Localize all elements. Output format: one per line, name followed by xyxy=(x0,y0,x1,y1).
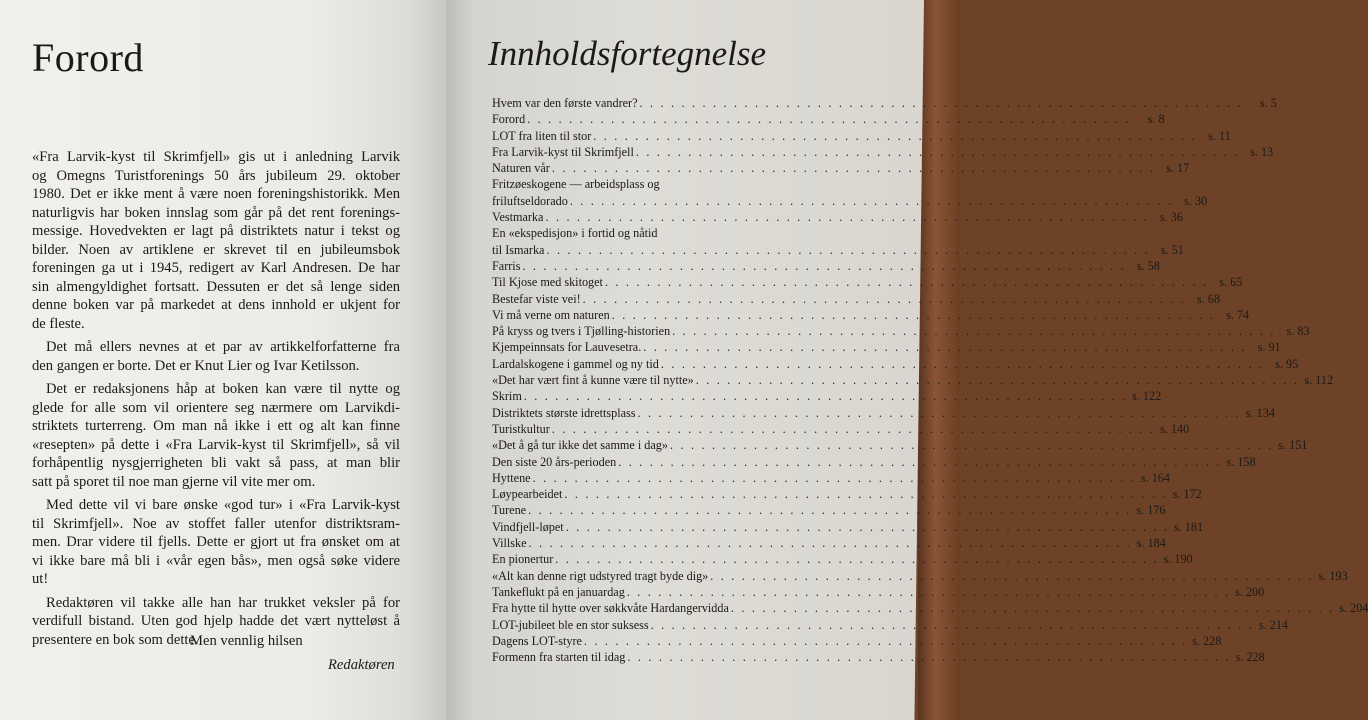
text-line: presentere en bok som dette. xyxy=(32,631,199,648)
toc-entry[interactable] xyxy=(492,160,1190,176)
toc-entry-page: s. 30 xyxy=(1184,193,1208,208)
dot-leader: . . . . . . . . . . . . . . . . . . . . . . . . . . . . . . . . . . . . . . . . . . . . . . . . . . . . . . . . . . xyxy=(564,487,1168,502)
paragraph xyxy=(32,338,400,375)
toc-entry-title: LOT-jubileet ble en stor suksess xyxy=(492,617,649,632)
toc-entry-page: s. 58 xyxy=(1136,258,1160,273)
dot-leader: . . . . . . . . . . . . . . . . . . . . . . . . . . . . . . . . . . . . . . . . . . . . . . . . . . . . . . . . . . xyxy=(730,601,1335,616)
dot-leader: . . . . . . . . . . . . . . . . . . . . . . . . . . . . . . . . . . . . . . . . . . . . . . . . . . . . . . . . . . xyxy=(672,324,1276,339)
toc-entry-page: s. 65 xyxy=(1219,275,1243,290)
toc-entry-page: s. 17 xyxy=(1166,161,1190,176)
toc-entry[interactable] xyxy=(492,584,1265,600)
toc-entry[interactable] xyxy=(492,323,1310,339)
toc-entry-title-first-line: En «ekspedisjon» i fortid og nåtid xyxy=(492,226,658,241)
toc-entry[interactable] xyxy=(492,470,1170,486)
toc-entry-title: En pionertur xyxy=(492,552,554,567)
text-line: foreningen ga ut i 1945, redigert av Karl Andresen. De har xyxy=(32,260,400,276)
toc-entry[interactable] xyxy=(492,519,1204,535)
dot-leader: . . . . . . . . . . . . . . . . . . . . . . . . . . . . . . . . . . . . . . . . . . . . . . . . . . . . . . . . . . xyxy=(555,552,1159,567)
dot-leader: . . . . . . . . . . . . . . . . . . . . . . . . . . . . . . . . . . . . . . . . . . . . . . . . . . . . . . . . . . xyxy=(528,536,1132,551)
toc-entry[interactable] xyxy=(492,307,1250,323)
text-line: de fleste. xyxy=(32,315,85,332)
text-line: Det må ellers nevnes at et par av artikkelforfatterne fra xyxy=(46,339,400,355)
toc-entry-title: Kjempeinnsats for Lauvesetra. xyxy=(492,340,642,355)
toc-entry-title: Vindfjell-løpet xyxy=(492,519,564,534)
toc-entry-title-first-line: Fritzøeskogene — arbeidsplass og xyxy=(492,177,660,192)
paragraph xyxy=(32,148,400,333)
toc-entry[interactable] xyxy=(492,437,1308,453)
text-line: verdifull bistand. Uten god hjelp hadde det vært nytteløst å xyxy=(32,613,400,629)
toc-entry[interactable] xyxy=(492,225,1184,258)
toc-entry-page: s. 68 xyxy=(1197,291,1221,306)
toc-entry-page: s. 91 xyxy=(1257,340,1281,355)
text-line: den gangen er borte. Det er Knut Lier og Ivar Ketilsson. xyxy=(32,357,360,374)
text-line: «resepten» på dette i «Fra Larvik-kyst til Skrimfjell», så vil xyxy=(32,436,400,453)
toc-entry[interactable] xyxy=(492,291,1221,307)
toc-entry-title: Turistkultur xyxy=(492,421,550,436)
toc-entry[interactable] xyxy=(492,421,1190,437)
toc-entry-title: Vestmarka xyxy=(492,210,544,225)
toc-entry[interactable] xyxy=(492,339,1281,355)
toc-entry-page: s. 190 xyxy=(1163,552,1193,567)
dot-leader: . . . . . . . . . . . . . . . . . . . . . . . . . . . . . . . . . . . . . . . . . . . . . . . . . . . . . . . . . . xyxy=(523,389,1128,404)
toc-entry[interactable] xyxy=(492,144,1274,160)
text-line: 1980. Det er ikke ment å være noen foreningshistorikk. Men xyxy=(32,186,400,202)
toc-entry-title: Dagens LOT-styre xyxy=(492,633,582,648)
dot-leader: . . . . . . . . . . . . . . . . . . . . . . . . . . . . . . . . . . . . . . . . . . . . . . . . . . . . . . . . . . xyxy=(551,161,1156,176)
toc-entry-title: Villske xyxy=(492,536,527,551)
toc-entry[interactable] xyxy=(492,502,1166,518)
text-line: messige. Hovedvekten er lagt på distriktets natur i tekst og xyxy=(32,223,400,239)
toc-entry-page: s. 112 xyxy=(1304,373,1334,388)
closing-greeting: Men vennlig hilsen xyxy=(190,633,303,649)
toc-entry-page: s. 204 xyxy=(1339,601,1368,616)
toc-entry-title: «Det har vært fint å kunne være til nytte» xyxy=(492,373,694,388)
dot-leader: . . . . . . . . . . . . . . . . . . . . . . . . . . . . . . . . . . . . . . . . . . . . . . . . . . . . . . . . . . xyxy=(626,584,1231,599)
page-title-contents: Innholdsfortegnelse xyxy=(488,34,767,73)
text-line: naturligvis har boken innslag som går på det rent forenings- xyxy=(32,204,400,221)
toc-entry[interactable] xyxy=(492,486,1202,502)
toc-entry-title: friluftseldorado xyxy=(492,193,568,208)
toc-entry[interactable] xyxy=(492,649,1265,665)
foreword-body xyxy=(32,148,400,654)
toc-entry[interactable] xyxy=(492,388,1162,404)
toc-entry[interactable] xyxy=(492,633,1222,649)
toc-entry[interactable] xyxy=(492,274,1243,290)
toc-entry-title: Den siste 20 års-perioden xyxy=(492,454,617,469)
toc-entry-page: s. 134 xyxy=(1245,405,1275,420)
toc-entry[interactable] xyxy=(492,209,1183,225)
toc-entry-title: Forord xyxy=(492,112,526,127)
toc-entry-page: s. 228 xyxy=(1192,633,1222,648)
dot-leader: . . . . . . . . . . . . . . . . . . . . . . . . . . . . . . . . . . . . . . . . . . . . . . . . . . . . . . . . . . xyxy=(639,96,1243,110)
toc-entry-page: s. 158 xyxy=(1226,454,1256,469)
dot-leader: . . . . . . . . . . . . . . . . . . . . . . . . . . . . . . . . . . . . . . . . . . . . . . . . . . . . . . . . . . xyxy=(565,519,1170,534)
toc-entry-page: s. 151 xyxy=(1278,438,1308,453)
text-line: Det er redaksjonens håp at boken kan være til nytte og xyxy=(46,381,400,397)
paragraph xyxy=(32,380,400,491)
dot-leader: . . . . . . . . . . . . . . . . . . . . . . . . . . . . . . . . . . . . . . . . . . . . . . . . . . . . . . . . . . xyxy=(583,633,1188,648)
toc-entry-title: LOT fra liten til stor xyxy=(492,128,592,143)
dot-leader: . . . . . . . . . . . . . . . . . . . . . . . . . . . . . . . . . . . . . . . . . . . . . . . . . . . . . . . . . . xyxy=(527,112,1131,127)
toc-entry[interactable] xyxy=(492,258,1160,274)
text-line: og Omegns Turistforenings 50 års jubileum 29. oktober xyxy=(32,167,400,184)
dot-leader: . . . . . . . . . . . . . . . . . . . . . . . . . . . . . . . . . . . . . . . . . . . . . . . . . . . . . . . . . . xyxy=(604,275,1209,290)
text-line: vi ikke bare må bli i «vår egen bås», men også søke videre xyxy=(32,552,400,569)
toc-entry[interactable] xyxy=(492,535,1166,551)
toc-entry-page: s. 8 xyxy=(1147,112,1165,127)
text-line: sin almengyldighet fortsatt. Dessuten er det så lenge siden xyxy=(32,278,400,295)
text-line: bilder. Noen av artiklene er skrevet til en jubileumsbok xyxy=(32,241,400,258)
toc-entry-title: Hvem var den første vandrer? xyxy=(492,96,638,110)
toc-entry[interactable] xyxy=(492,551,1193,567)
dot-leader: . . . . . . . . . . . . . . . . . . . . . . . . . . . . . . . . . . . . . . . . . . . . . . . . . . . . . . . . . . xyxy=(618,454,1222,469)
toc-entry-title: Vi må verne om naturen xyxy=(492,307,610,322)
toc-entry-title: Turene xyxy=(492,503,527,518)
toc-entry-title: Naturen vår xyxy=(492,161,550,176)
toc-entry-title: Formenn fra starten til idag xyxy=(492,650,626,665)
toc-entry-page: s. 74 xyxy=(1226,307,1250,322)
toc-entry-page: s. 193 xyxy=(1318,568,1348,583)
dot-leader: . . . . . . . . . . . . . . . . . . . . . . . . . . . . . . . . . . . . . . . . . . . . . . . . . . . . . . . . . . xyxy=(611,307,1216,322)
toc-entry-title: Bestefar viste vei! xyxy=(492,291,581,306)
dot-leader: . . . . . . . . . . . . . . . . . . . . . . . . . . . . . . . . . . . . . . . . . . . . . . . . . . . . . . . . . . xyxy=(593,128,1197,143)
toc-entry-title: Fra Larvik-kyst til Skrimfjell xyxy=(492,144,634,159)
toc-entry-title: Til Kjose med skitoget xyxy=(492,275,603,290)
dot-leader: . . . . . . . . . . . . . . . . . . . . . . . . . . . . . . . . . . . . . . . . . . . . . . . . . . . . . . . . . . xyxy=(695,373,1300,388)
dot-leader: . . . . . . . . . . . . . . . . . . . . . . . . . . . . . . . . . . . . . . . . . . . . . . . . . . . . . . . . . . xyxy=(546,242,1150,257)
dot-leader: . . . . . . . . . . . . . . . . . . . . . . . . . . . . . . . . . . . . . . . . . . . . . . . . . . . . . . . . . . xyxy=(551,421,1156,436)
toc-entry-title: På kryss og tvers i Tjølling-historien xyxy=(492,324,671,339)
dot-leader: . . . . . . . . . . . . . . . . . . . . . . . . . . . . . . . . . . . . . . . . . . . . . . . . . . . . . . . . . . xyxy=(637,405,1241,420)
dot-leader: . . . . . . . . . . . . . . . . . . . . . . . . . . . . . . . . . . . . . . . . . . . . . . . . . . . . . . . . . . xyxy=(545,210,1149,225)
dot-leader: . . . . . . . . . . . . . . . . . . . . . . . . . . . . . . . . . . . . . . . . . . . . . . . . . . . . . . . . . . xyxy=(582,291,1187,306)
toc-entry-page: s. 83 xyxy=(1286,324,1310,339)
toc-entry-page: s. 36 xyxy=(1159,210,1183,225)
toc-entry-page: s. 140 xyxy=(1160,421,1190,436)
text-line: «Fra Larvik-kyst til Skrimfjell» gis ut i anledning Larvik xyxy=(32,149,400,165)
toc-entry-page: s. 200 xyxy=(1235,584,1265,599)
toc-entry-title: Farris xyxy=(492,258,521,273)
toc-entry[interactable] xyxy=(492,600,1368,616)
text-line: forhåpentlig nysgjerrigheten bli vakt så pass, at man blir xyxy=(32,455,400,471)
dot-leader: . . . . . . . . . . . . . . . . . . . . . . . . . . . . . . . . . . . . . . . . . . . . . . . . . . . . . . . . . . xyxy=(627,650,1231,665)
toc-entry-page: s. 95 xyxy=(1275,356,1299,371)
dot-leader: . . . . . . . . . . . . . . . . . . . . . . . . . . . . . . . . . . . . . . . . . . . . . . . . . . . . . . . . . . xyxy=(643,340,1247,355)
toc-entry-page: s. 214 xyxy=(1258,617,1289,632)
toc-entry-page: s. 172 xyxy=(1172,487,1202,502)
toc-entry-page: s. 228 xyxy=(1235,650,1265,665)
toc-entry[interactable] xyxy=(492,176,1208,209)
left-page xyxy=(0,0,446,720)
toc-entry-page: s. 184 xyxy=(1136,536,1166,551)
text-line: til Skrimfjell». Noe av stoffet faller utenfor distriktsram- xyxy=(32,515,400,532)
toc-entry[interactable] xyxy=(492,372,1334,388)
toc-entry[interactable] xyxy=(492,405,1275,421)
text-line: satt på sporet til noe man gjerne vil vite mer om. xyxy=(32,473,316,490)
dot-leader: . . . . . . . . . . . . . . . . . . . . . . . . . . . . . . . . . . . . . . . . . . . . . . . . . . . . . . . . . . xyxy=(569,193,1174,208)
toc-entry-page: s. 122 xyxy=(1132,389,1162,404)
paragraph xyxy=(32,496,400,589)
toc-entry[interactable] xyxy=(492,568,1348,584)
dot-leader: . . . . . . . . . . . . . . . . . . . . . . . . . . . . . . . . . . . . . . . . . . . . . . . . . . . . . . . . . . xyxy=(710,568,1314,583)
toc-entry-title: «Det å gå tur ikke det samme i dag» xyxy=(492,438,668,453)
toc-entry[interactable] xyxy=(492,111,1165,127)
dot-leader: . . . . . . . . . . . . . . . . . . . . . . . . . . . . . . . . . . . . . . . . . . . . . . . . . . . . . . . . . . xyxy=(670,438,1274,453)
toc-entry-page: s. 51 xyxy=(1160,242,1184,257)
text-line: denne boken var på markedet at dens innhold er ukjent for xyxy=(32,297,400,313)
toc-entry-title: Tankeflukt på en januardag xyxy=(492,584,625,599)
toc-entry-page: s. 11 xyxy=(1208,128,1231,143)
text-line: men. Drar videre til fjells. Dette er gjort ut fra ønsket om at xyxy=(32,534,400,550)
toc-entry-title: Hyttene xyxy=(492,470,531,485)
toc-entry-page: s. 164 xyxy=(1140,470,1170,485)
signature: Redaktøren xyxy=(328,657,395,673)
dot-leader: . . . . . . . . . . . . . . . . . . . . . . . . . . . . . . . . . . . . . . . . . . . . . . . . . . . . . . . . . . xyxy=(528,503,1132,518)
toc-entry[interactable] xyxy=(492,356,1299,372)
text-line: striktets turterreng. Om man nå ikke i ett og alt kan finne xyxy=(32,418,400,434)
toc-entry-title: Lardalskogene i gammel og ny tid xyxy=(492,356,659,371)
toc-entry-title: Distriktets største idrettsplass xyxy=(492,405,636,420)
dot-leader: . . . . . . . . . . . . . . . . . . . . . . . . . . . . . . . . . . . . . . . . . . . . . . . . . . . . . . . . . . xyxy=(660,356,1265,371)
toc-entry-page: s. 181 xyxy=(1173,519,1204,534)
toc-entry[interactable] xyxy=(492,454,1256,470)
text-line: Med dette vil vi bare ønske «god tur» i «Fra Larvik-kyst xyxy=(46,497,400,513)
toc-entry-title: Løypearbeidet xyxy=(492,487,563,502)
text-line: ut! xyxy=(32,571,49,587)
toc-entry-title: Fra hytte til hytte over søkkvåte Hardangervidda xyxy=(492,601,729,616)
toc-entry-page: s. 13 xyxy=(1250,144,1274,159)
toc-entry-page: s. 176 xyxy=(1136,503,1166,518)
dot-leader: . . . . . . . . . . . . . . . . . . . . . . . . . . . . . . . . . . . . . . . . . . . . . . . . . . . . . . . . . . xyxy=(522,258,1126,273)
text-line: Redaktøren vil takke alle han har trukket veksler på for xyxy=(46,594,400,611)
toc-entry[interactable] xyxy=(492,95,1277,111)
dot-leader: . . . . . . . . . . . . . . . . . . . . . . . . . . . . . . . . . . . . . . . . . . . . . . . . . . . . . . . . . . xyxy=(635,144,1240,159)
toc-entry-title: «Alt kan denne rigt udstyred tragt byde dig» xyxy=(492,568,709,583)
dot-leader: . . . . . . . . . . . . . . . . . . . . . . . . . . . . . . . . . . . . . . . . . . . . . . . . . . . . . . . . . . xyxy=(650,617,1255,632)
toc-entry[interactable] xyxy=(492,617,1289,633)
page-title-forord: Forord xyxy=(32,35,144,80)
toc-entry-page: s. 5 xyxy=(1259,96,1277,110)
dot-leader: . . . . . . . . . . . . . . . . . . . . . . . . . . . . . . . . . . . . . . . . . . . . . . . . . . . . . . . . . . xyxy=(532,470,1136,485)
table-of-contents xyxy=(492,95,1368,665)
toc-entry-title: til Ismarka xyxy=(492,242,545,257)
toc-entry-title: Skrim xyxy=(492,389,522,404)
text-line: glede for alle som vil orientere seg nærmere om Larvikdi- xyxy=(32,399,400,416)
toc-entry[interactable] xyxy=(492,128,1231,144)
